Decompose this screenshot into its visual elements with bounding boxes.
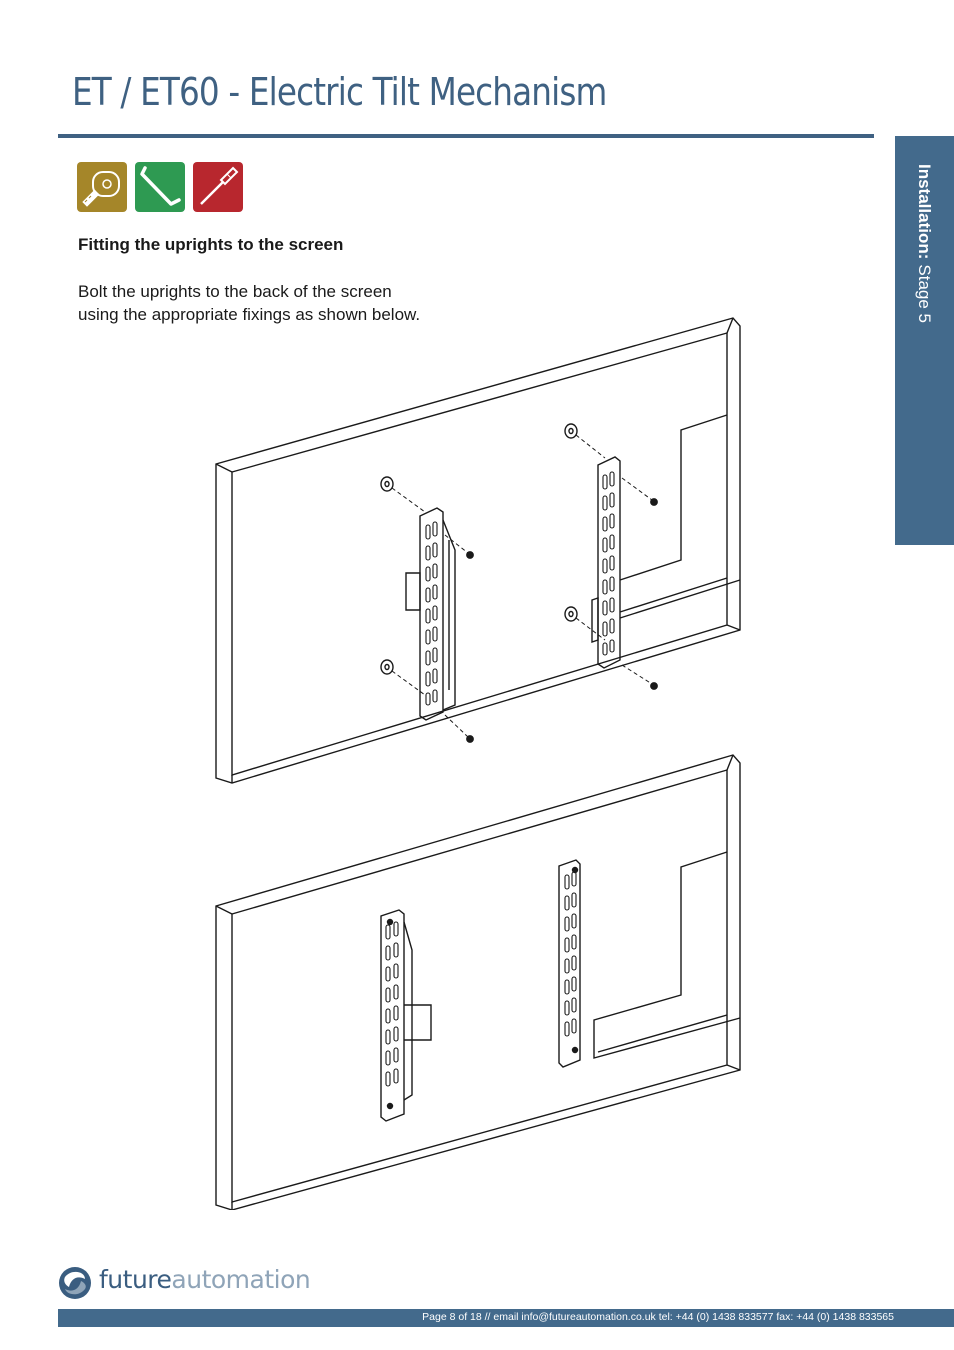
footer-contact-text: Page 8 of 18 // email info@futureautomation.co.uk tel: +44 (0) 1438 833577 fax: +44 (0) 1438 833565 <box>422 1311 894 1323</box>
installation-diagram <box>200 310 760 1210</box>
footer-bar <box>58 1309 954 1327</box>
screen-bottom-drawing <box>216 755 740 1210</box>
instruction-line-2: using the appropriate fixings as shown below. <box>78 305 421 324</box>
section-heading: Fitting the uprights to the screen <box>78 235 344 254</box>
side-tab-label-stage: Stage 5 <box>915 264 935 324</box>
screwdriver-icon <box>193 162 243 212</box>
logo-text-automation: automation <box>171 1265 311 1294</box>
logo-text-future: future <box>99 1265 172 1294</box>
side-tab-label-bold: Installation: <box>915 164 935 260</box>
page-title: ET / ET60 - Electric Tilt Mechanism <box>72 70 607 114</box>
instruction-line-1: Bolt the uprights to the back of the screen <box>78 282 392 301</box>
company-logo-icon <box>57 1265 93 1301</box>
company-logo <box>57 1263 311 1303</box>
screen-top-drawing <box>216 318 740 783</box>
allen-key-icon <box>135 162 185 212</box>
title-divider <box>58 134 874 138</box>
section-side-tab <box>895 136 954 545</box>
tape-measure-icon <box>77 162 127 212</box>
